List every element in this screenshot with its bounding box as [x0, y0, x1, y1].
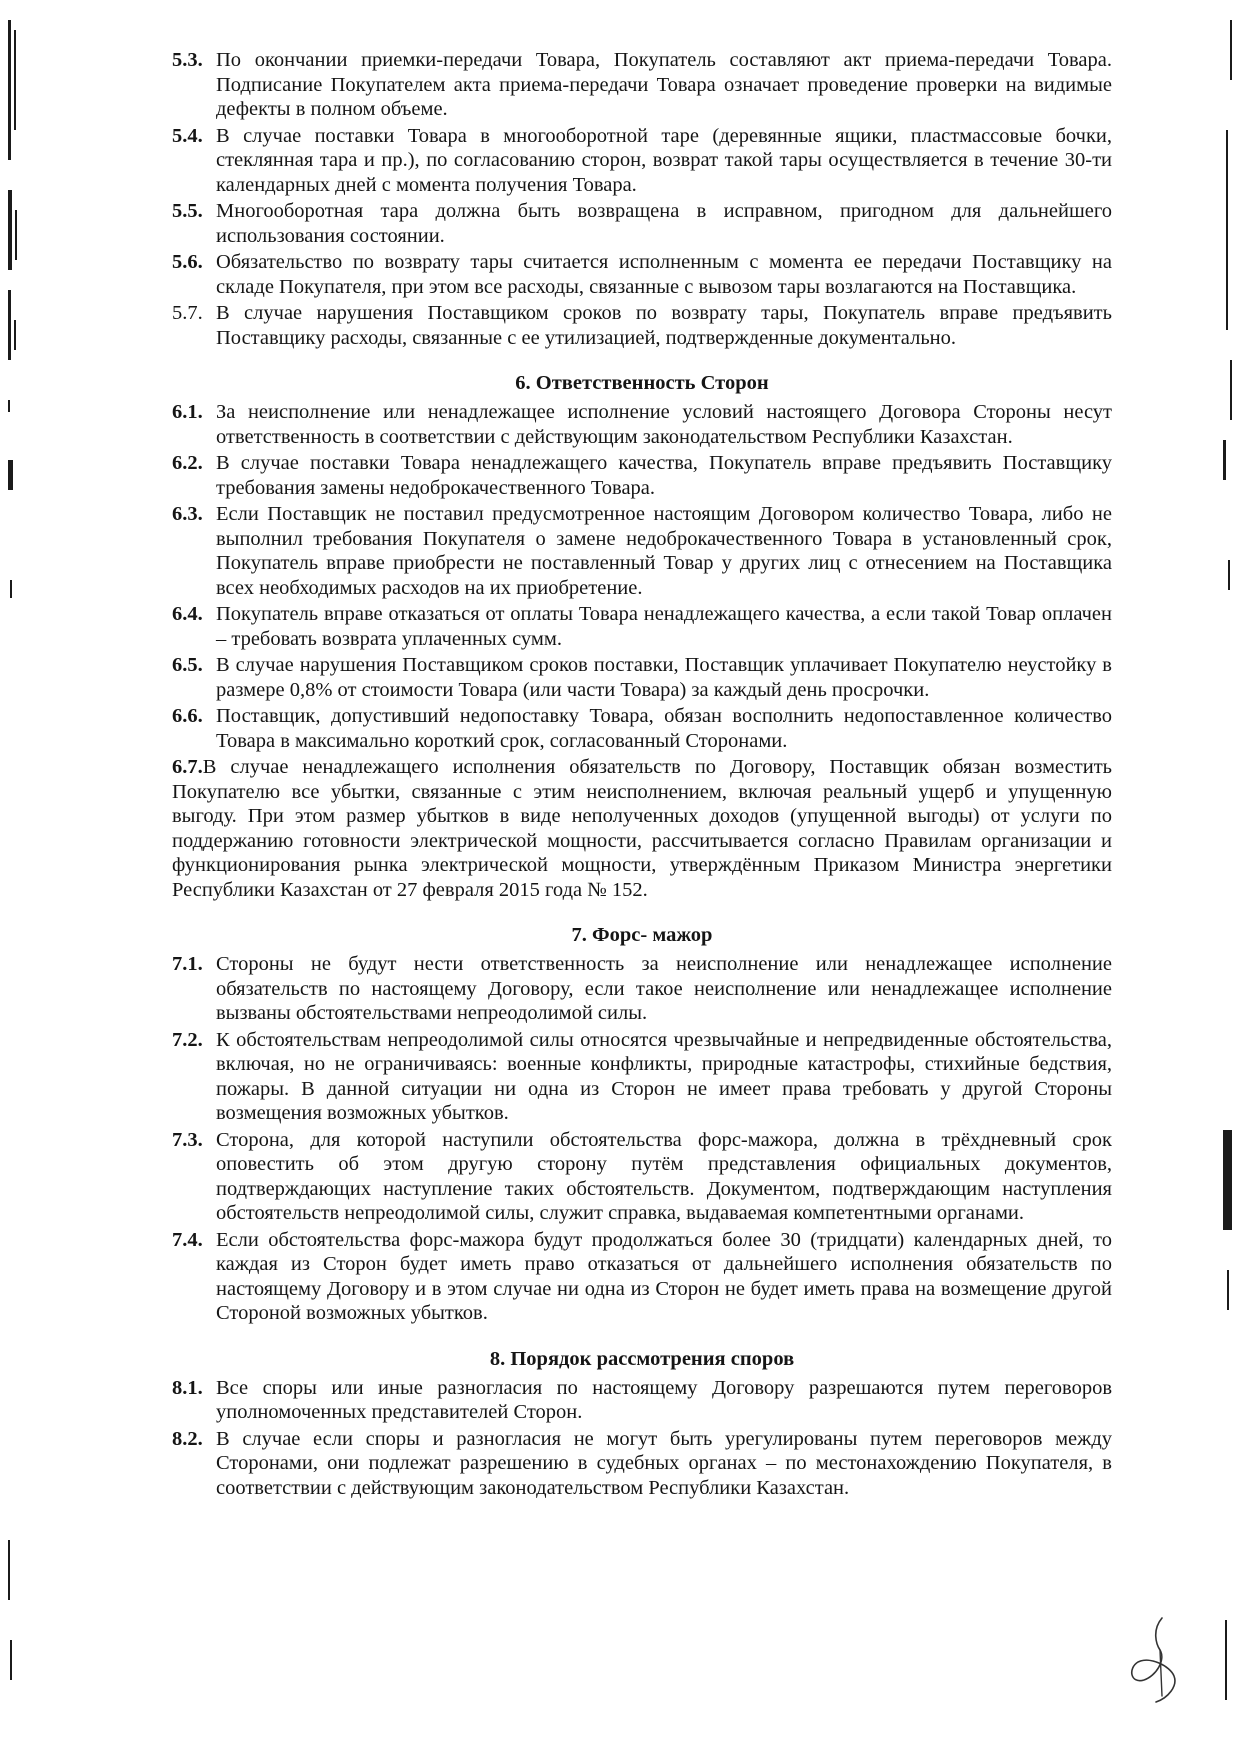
clause-text: В случае нарушения Поставщиком сроков поставки, Поставщик уплачивает Покупателю неустойку в размере 0,8% от стоимости Товара (или части Товара) за каждый день просрочки. — [216, 654, 1112, 701]
clause-5-4 — [172, 124, 1112, 198]
clause-5-7 — [172, 301, 1112, 350]
clause-5-3 — [172, 48, 1112, 122]
section-5-items — [172, 48, 1112, 350]
clause-6-6 — [172, 704, 1112, 753]
section-6-heading: 6. Ответственность Сторон — [515, 372, 769, 394]
clause-number: 8.2. — [172, 1427, 203, 1450]
clause-number: 7.4. — [172, 1228, 203, 1251]
clause-number: 5.6. — [172, 251, 203, 273]
clause-number: 6.1. — [172, 401, 203, 423]
clause-6-2 — [172, 451, 1112, 500]
clause-text: В случае если споры и разногласия не могут быть урегулированы путем переговоров между Сторонами, они подлежат разрешению в судебных органах – по местонахождению Покупателя, в соответствии с действующим законодательством Республики Казахстан. — [216, 1427, 1112, 1499]
clause-text: Сторона, для которой наступили обстоятельства форс-мажора, должна в трёхдневный срок оповестить об этом другую сторону путём представления официальных документов, подтверждающих наступление таких обстоятельств. Документом, подтверждающим наступления обстоятельств непреодолимой силы, служит справка, выдаваемая компетентными органами. — [216, 1128, 1112, 1224]
clause-7-3 — [172, 1128, 1112, 1226]
clause-number: 6.5. — [172, 654, 203, 676]
clause-text: Покупатель вправе отказаться от оплаты Товара ненадлежащего качества, а если такой Товар оплачен – требовать возврата уплаченных сумм. — [216, 603, 1112, 650]
clause-number: 5.3. — [172, 49, 203, 71]
section-6-items — [172, 400, 1112, 902]
clause-number: 6.4. — [172, 603, 203, 625]
clause-7-4 — [172, 1228, 1112, 1326]
clause-6-4 — [172, 602, 1112, 651]
section-8-heading: 8. Порядок рассмотрения споров — [489, 1347, 795, 1370]
clause-text: В случае нарушения Поставщиком сроков по возврату тары, Покупатель вправе предъявить Поставщику расходы, связанные с ее утилизацией, подтвержденные документально. — [216, 302, 1112, 349]
clause-text: Все споры или иные разногласия по настоящему Договору разрешаются путем переговоров уполномоченных представителей Сторон. — [216, 1376, 1112, 1423]
clause-6-7 — [172, 755, 1112, 902]
scan-edge-left — [8, 20, 38, 1740]
clause-8-2 — [172, 1427, 1112, 1501]
scan-edge-right — [1208, 20, 1232, 1740]
clause-text: Многооборотная тара должна быть возвращена в исправном, пригодном для дальнейшего использования состоянии. — [216, 200, 1112, 247]
clause-number: 7.1. — [172, 953, 203, 975]
clause-text: В случае поставки Товара ненадлежащего качества, Покупатель вправе предъявить Поставщику требования замены недоброкачественного Товара. — [216, 452, 1112, 499]
clause-text: В случае ненадлежащего исполнения обязательств по Договору, Поставщик обязан возместить Покупателю все убытки, связанные с этим неисполнением, включая реальный ущерб и упущенную выгоду. При этом размер убытков в виде неполученных доходов (упущенной выгоды) от услуги по поддержанию готовности электрической мощности, рассчитывается согласно Правилам организации и функционирования рынка электрической мощности, утверждённым Приказом Министра энергетики Республики Казахстан от 27 февраля 2015 года № 152. — [172, 756, 1112, 901]
clause-5-5 — [172, 199, 1112, 248]
clause-7-1 — [172, 952, 1112, 1026]
signature-mark — [1122, 1610, 1192, 1710]
clause-number: 5.4. — [172, 124, 203, 147]
clause-number: 7.3. — [172, 1128, 203, 1151]
clause-text: Если обстоятельства форс-мажора будут продолжаться более 30 (тридцати) календарных дней, то каждая из Сторон будет иметь право отказаться от дальнейшего исполнения обязательств по настоящему Договору и в этом случае ни одна из Сторон не будет иметь права на возмещение другой Стороной возможных убытков. — [216, 1228, 1112, 1324]
contract-page — [172, 48, 1112, 1502]
section-8-items — [172, 1376, 1112, 1501]
clause-text: Обязательство по возврату тары считается исполненным с момента ее передачи Поставщику на складе Покупателя, при этом все расходы, связанные с вывозом тары возлагаются на Поставщика. — [216, 251, 1112, 298]
clause-text: Стороны не будут нести ответственность за неисполнение или ненадлежащее исполнение обязательств по настоящему Договору, если такое неисполнение или ненадлежащее исполнение вызваны обстоятельствами непреодолимой силы. — [216, 953, 1112, 1024]
clause-5-6 — [172, 250, 1112, 299]
clause-7-2 — [172, 1028, 1112, 1126]
clause-number: 6.2. — [172, 452, 203, 474]
clause-number: 6.6. — [172, 705, 203, 727]
clause-number: 5.7. — [172, 302, 203, 324]
clause-text: В случае поставки Товара в многооборотной таре (деревянные ящики, пластмассовые бочки, стеклянная тара и пр.), по согласованию сторон, возврат такой тары осуществляется в течение 30-ти календарных дней с момента получения Товара. — [216, 124, 1112, 196]
section-7-items — [172, 952, 1112, 1326]
clause-6-5 — [172, 653, 1112, 702]
clause-text: Если Поставщик не поставил предусмотренное настоящим Договором количество Товара, либо не выполнил требования Покупателя о замене недоброкачественного Товара в установленный срок, Покупатель вправе приобрести не поставленный Товар у других лиц с отнесением на Поставщика всех необходимых расходов на их приобретение. — [216, 503, 1112, 599]
clause-number: 6.7. — [172, 756, 203, 778]
clause-number: 7.2. — [172, 1028, 203, 1051]
clause-number: 8.1. — [172, 1376, 203, 1399]
clause-number: 5.5. — [172, 200, 203, 222]
clause-number: 6.3. — [172, 503, 203, 525]
clause-text: К обстоятельствам непреодолимой силы относятся чрезвычайные и непредвиденные обстоятельства, включая, но не ограничиваясь: военные конфликты, природные катастрофы, стихийные бедствия, пожары. В данной ситуации ни одна из Сторон не имеет права требовать у другой Стороны возмещения возможных убытков. — [216, 1028, 1112, 1124]
clause-6-3 — [172, 502, 1112, 600]
section-7-heading: 7. Форс- мажор — [571, 924, 713, 946]
clause-text: За неисполнение или ненадлежащее исполнение условий настоящего Договора Стороны несут ответственность в соответствии с действующим законодательством Республики Казахстан. — [216, 401, 1112, 448]
clause-text: Поставщик, допустивший недопоставку Товара, обязан восполнить недопоставленное количество Товара в максимально короткий срок, согласованный Сторонами. — [216, 705, 1112, 752]
clause-6-1 — [172, 400, 1112, 449]
clause-text: По окончании приемки-передачи Товара, Покупатель составляют акт приема-передачи Товара. Подписание Покупателем акта приема-передачи Товара означает проведение проверки на видимые дефекты в полном объеме. — [216, 49, 1112, 120]
clause-8-1 — [172, 1376, 1112, 1425]
